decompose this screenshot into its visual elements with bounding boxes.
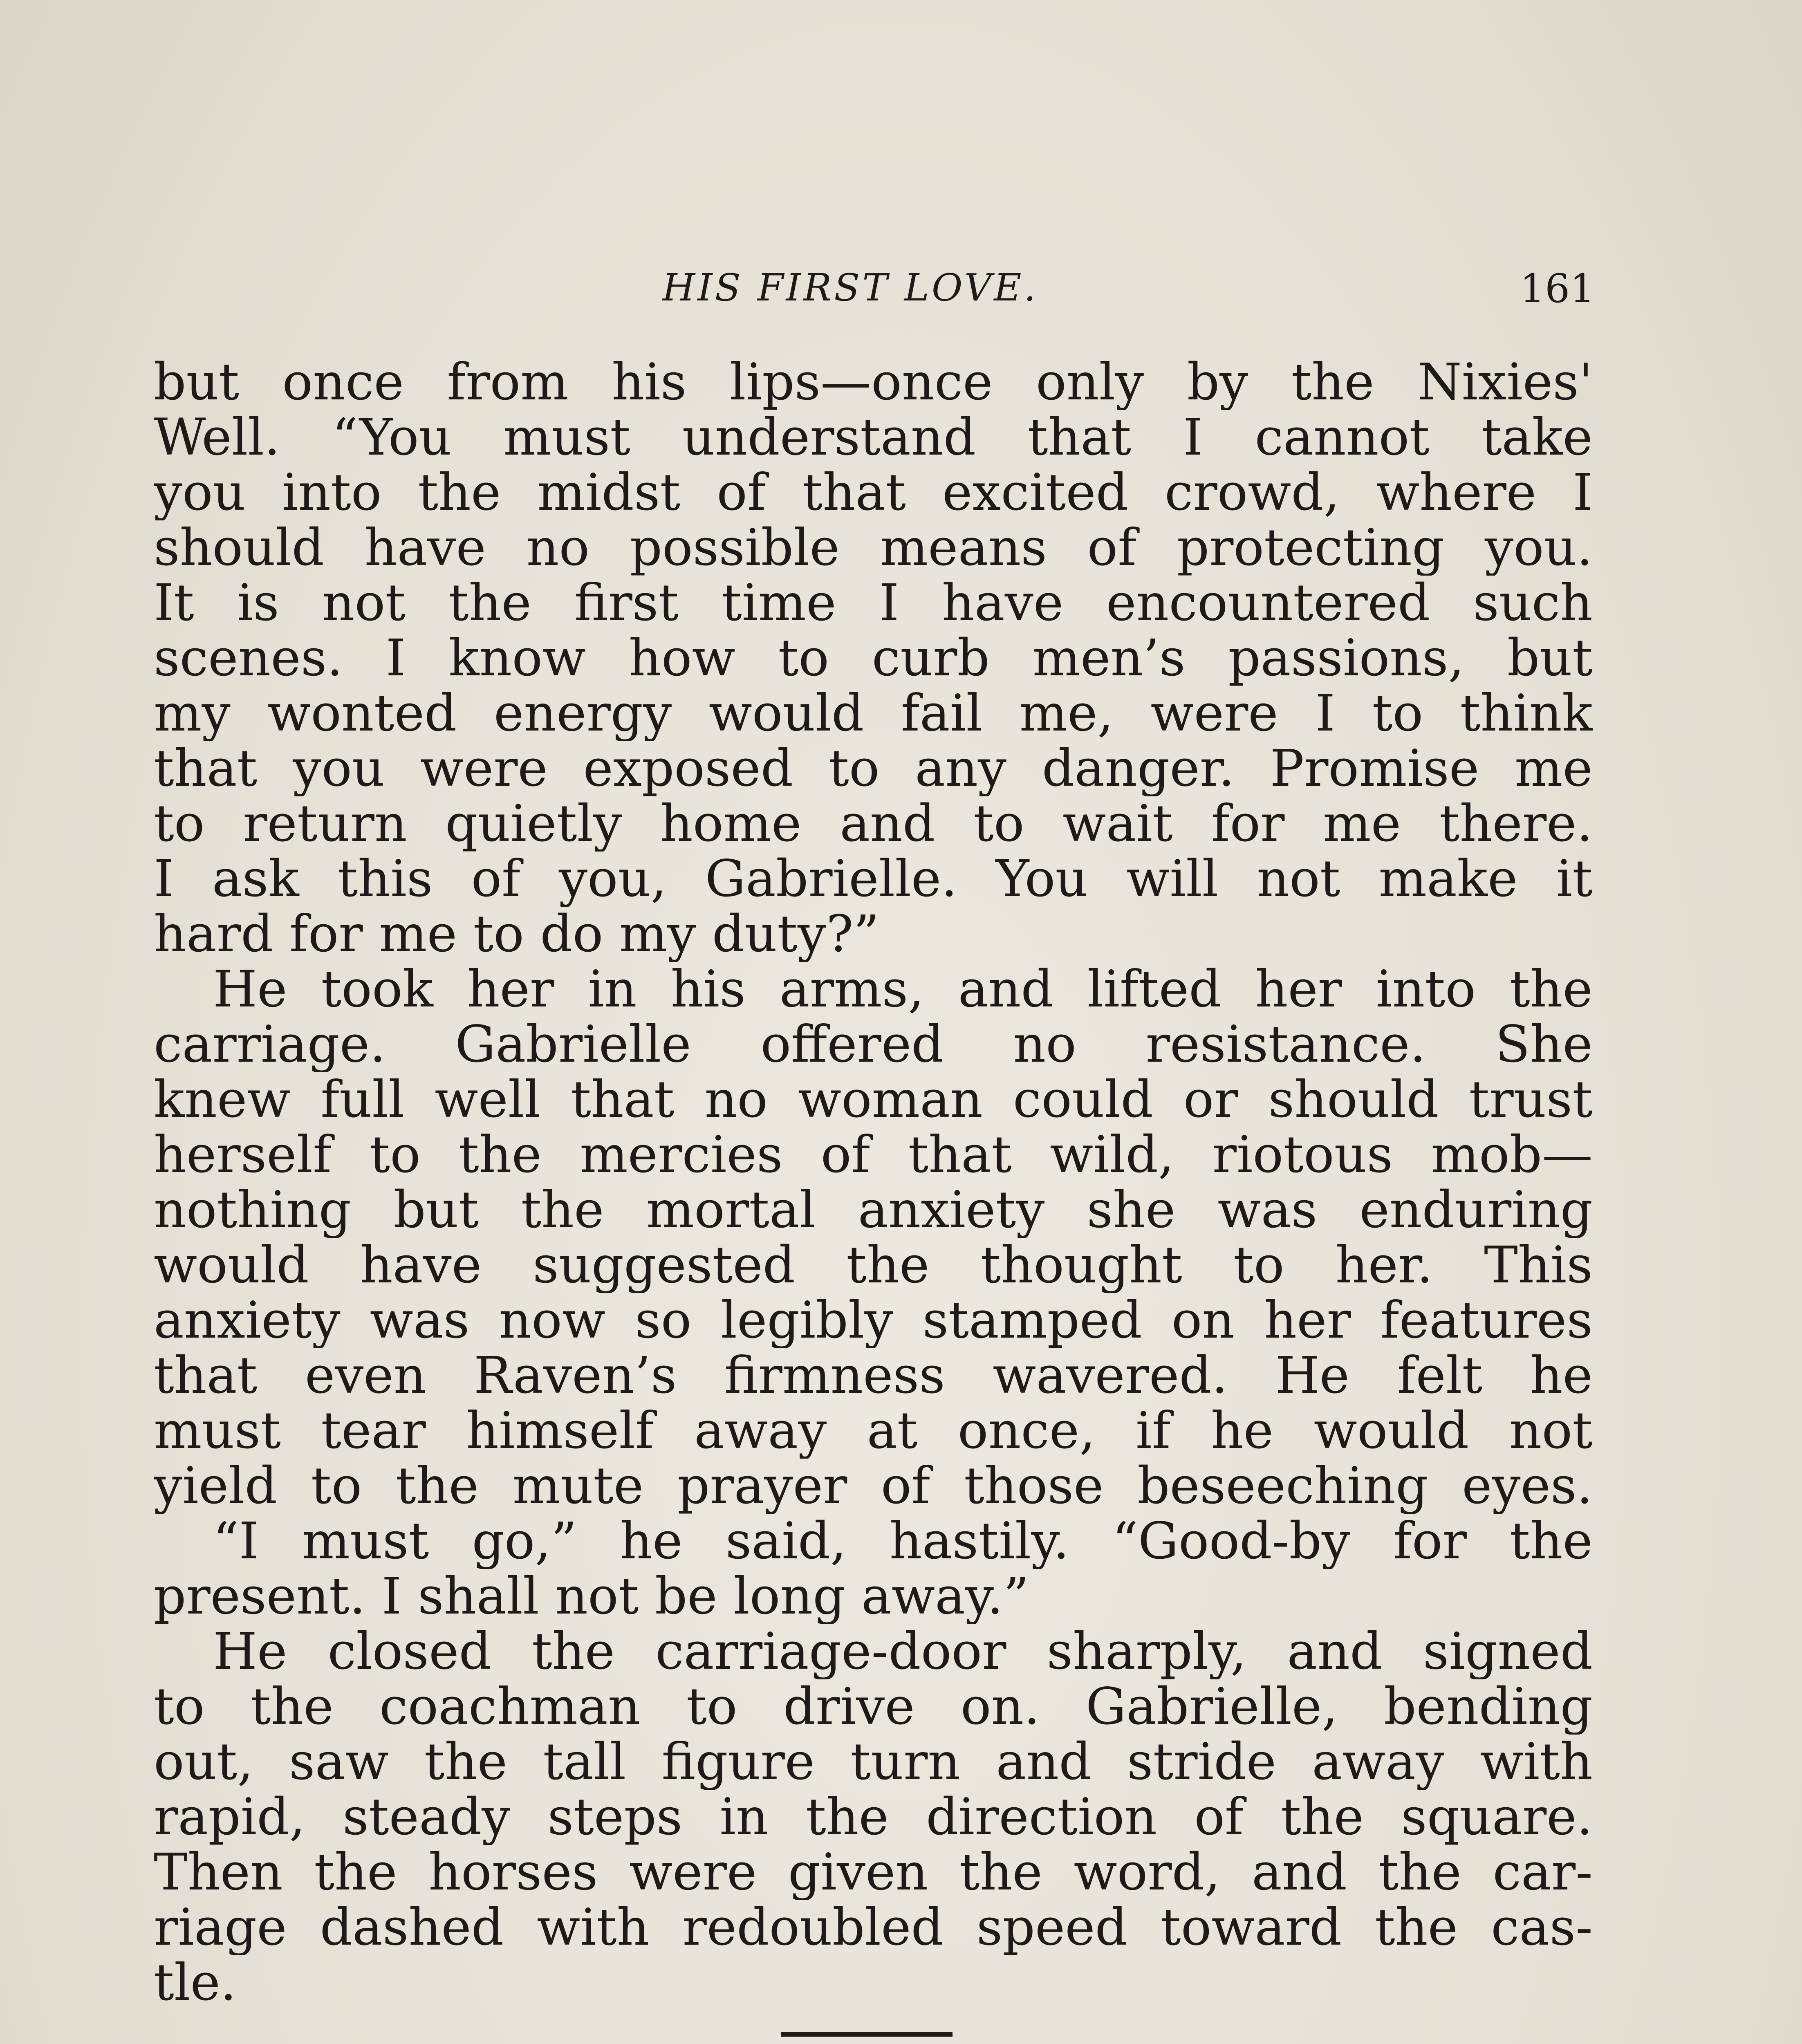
page-number: 161	[1520, 266, 1595, 312]
text-line: herself to the mercies of that wild, riotous mob—	[154, 1127, 1593, 1183]
text-line: “I must go,” he said, hastily. “Good-by for the	[213, 1514, 1593, 1569]
section-divider	[781, 2032, 953, 2037]
text-line: nothing but the mortal anxiety she was enduring	[154, 1183, 1593, 1238]
text-line: that even Raven’s firmness wavered. He felt he	[154, 1348, 1593, 1403]
text-line: should have no possible means of protecting you.	[154, 520, 1593, 576]
text-line: I ask this of you, Gabrielle. You will not make it	[154, 852, 1593, 907]
text-line: hard for me to do my duty?”	[154, 907, 879, 962]
text-line: but once from his lips—once only by the Nixies'	[154, 355, 1593, 410]
text-line: carriage. Gabrielle offered no resistance. She	[154, 1017, 1593, 1072]
text-line: to the coachman to drive on. Gabrielle, bending	[154, 1679, 1593, 1735]
text-line: my wonted energy would fail me, were I to think	[154, 686, 1593, 741]
text-line: riage dashed with redoubled speed toward the cas-	[154, 1900, 1593, 1955]
running-head: HIS FIRST LOVE.	[662, 266, 1038, 309]
text-line: He took her in his arms, and lifted her into the	[213, 962, 1593, 1017]
text-line: tle.	[154, 1955, 237, 2010]
body-text-block	[154, 355, 1593, 2010]
text-line: He closed the carriage-door sharply, and signed	[213, 1624, 1593, 1679]
text-line: knew full well that no woman could or should trust	[154, 1072, 1593, 1127]
text-line: yield to the mute prayer of those beseeching eyes.	[154, 1459, 1593, 1514]
text-line: must tear himself away at once, if he would not	[154, 1403, 1593, 1459]
text-line: you into the midst of that excited crowd, where I	[154, 465, 1593, 520]
text-line: scenes. I know how to curb men’s passions, but	[154, 631, 1593, 686]
text-line: It is not the first time I have encountered such	[154, 576, 1593, 631]
text-line: Then the horses were given the word, and the car-	[154, 1845, 1593, 1900]
text-line: rapid, steady steps in the direction of the square.	[154, 1790, 1593, 1845]
text-line: out, saw the tall figure turn and stride away with	[154, 1735, 1593, 1790]
text-line: to return quietly home and to wait for me there.	[154, 796, 1593, 852]
text-line: Well. “You must understand that I cannot take	[154, 410, 1593, 465]
text-line: anxiety was now so legibly stamped on her features	[154, 1293, 1593, 1348]
text-line: that you were exposed to any danger. Promise me	[154, 741, 1593, 796]
text-line: present. I shall not be long away.”	[154, 1569, 1029, 1624]
text-line: would have suggested the thought to her. This	[154, 1238, 1593, 1293]
